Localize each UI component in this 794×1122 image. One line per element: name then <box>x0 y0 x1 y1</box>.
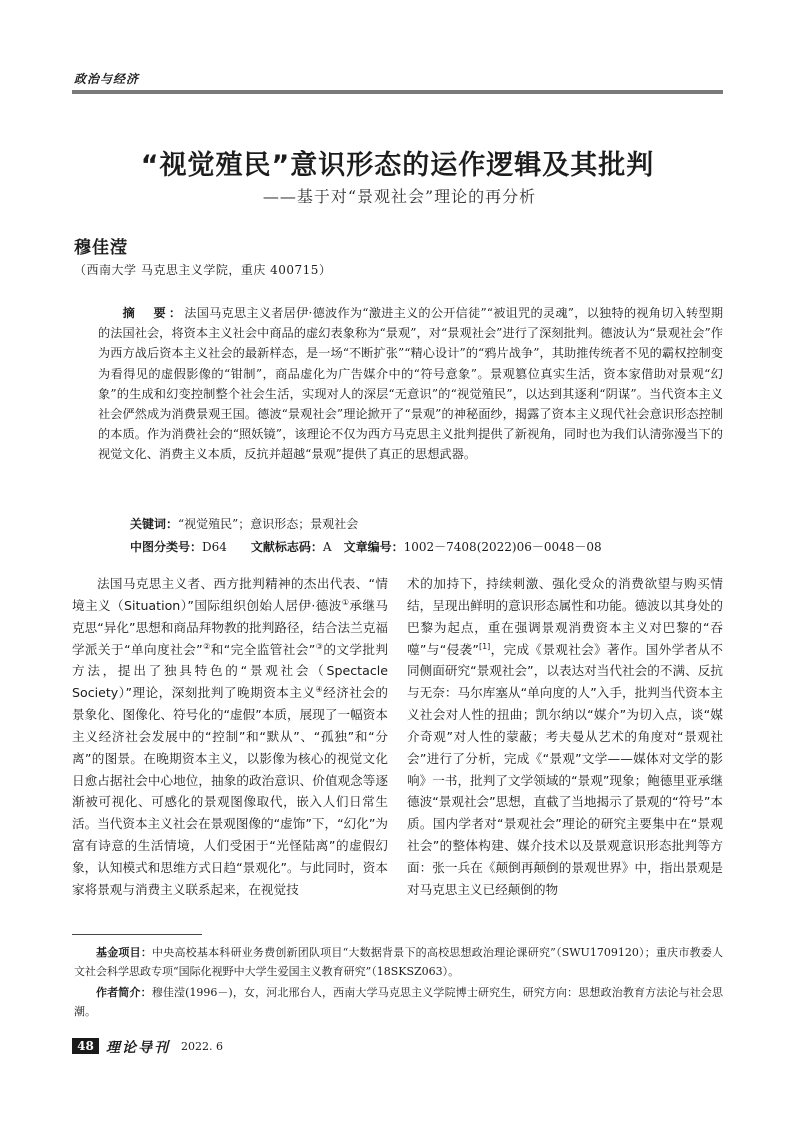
footnote-marker: ③ <box>315 641 324 651</box>
text-run: 承继马克思“异化”思想和商品拜物教的批判路径，结合法兰克福学派关于“单向度社会” <box>72 597 389 657</box>
footnote-marker: ① <box>341 597 350 607</box>
footnote-rule <box>72 934 202 935</box>
text-run: 经济社会的景象化、图像化、符号化的“虚假”本质，展现了一幅资本主义经济社会发展中的“控制”和“默从”、“孤独”和“分离”的图景。在晚期资本主义，以影像为核心的视觉文化日愈占据社会中心地位，抽象的政治意识、价值观念等逐渐被可视化、可感化的景观图像取代，嵌入人们日常生活。当代资本主义社会在景观图像的“虚饰”下，“幻化”为富有诗意的生活情境，人们受困于“光怪陆离”的虚假幻象，认知模式和思维方式日趋“景观化”。与此同时，资本家将景观与消费主义联系起来，在视觉技 <box>72 685 389 897</box>
doc-code-label: 文献标志码： <box>250 540 323 554</box>
text-run: 法国马克思主义者、西方批判精神的杰出代表、“情境主义（Situation）”国际组织创始人居伊·德波 <box>72 576 388 613</box>
article-subtitle: ——基于对“景观社会”理论的再分析 <box>262 187 537 206</box>
abstract-text: 法国马克思主义者居伊·德波作为“激进主义的公开信徒”“被诅咒的灵魂”，以独特的视角切入转型期的法国社会，将资本主义社会中商品的虚幻表象称为“景观”，对“景观社会”进行了深刻批判。德波认为“景观社会”作为西方战后资本主义社会的最新样态，是一场“不断扩张”“精心设计”的“鸦片战争”，其助推传统者不见的霸权控制变为看得见的虚假影像的“钳制”，商品虚化为广告媒介中的“符号意象”。景观篡位真实生活，资本家借助对景观“幻象”的生成和幻变控制整个社会生活，实现对人的深层“无意识”的“视觉殖民”，以达到其逐利“阴谋”。当代资本主义社会俨然成为消费景观王国。德波“景观社会”理论掀开了“景观”的神秘面纱，揭露了资本主义现代社会意识形态控制的本质。作为消费社会的“照妖镜”，该理论不仅为西方马克思主义批判提供了新视角，同时也为我们认清弥漫当下的视觉文化、消费主义本质，反抗并超越“景观”提供了真正的思想武器。 <box>98 306 724 462</box>
funding-label: 基金项目： <box>96 946 153 959</box>
author-affiliation: （西南大学 马克思主义学院，重庆 400715） <box>74 263 332 277</box>
funding-text: 中央高校基本科研业务费创新团队项目“大数据背景下的高校思想政治理论课研究”（SWU1709120）；重庆市教委人文社会科学思政专项“国际化视野中大学生爱国主义教育研究”（18SKSZ063）。 <box>74 946 723 978</box>
text-run: 的文学批判方法，提出了独具特色的“景观社会（Spectacle Society）”理论，深刻批判了晚期资本主义 <box>72 641 388 701</box>
footnotes <box>74 943 723 1023</box>
doc-code-value: A <box>322 540 332 554</box>
body-paragraph <box>407 573 723 901</box>
citation-marker: [1] <box>478 641 491 651</box>
journal-name: 理论导刊 <box>106 1040 170 1056</box>
body-column-right <box>407 573 723 901</box>
text-run: 术的加持下，持续刺激、强化受众的消费欲望与购买情结，呈现出鲜明的意识形态属性和功能。德波以其身处的巴黎为起点，重在强调景观消费资本主义对巴黎的“吞噬”与“侵袭” <box>407 576 723 657</box>
clc-label: 中图分类号： <box>130 540 203 554</box>
keywords-label: 关键词： <box>130 517 179 531</box>
abstract <box>98 303 723 465</box>
author-bio-label: 作者简介： <box>96 986 152 999</box>
header-rule <box>72 90 723 94</box>
keywords <box>130 515 358 532</box>
classification-line <box>130 538 602 555</box>
author-name: 穆佳滢 <box>74 238 128 258</box>
body-column-left <box>72 573 388 901</box>
keywords-text: “视觉殖民”；意识形态；景观社会 <box>178 517 359 531</box>
footnote-marker: ④ <box>315 685 324 695</box>
article-title: “视觉殖民”意识形态的运作逻辑及其批判 <box>140 150 655 181</box>
issue-date: 2022. 6 <box>181 1040 223 1053</box>
article-number-value: 1002－7408(2022)06－0048－08 <box>403 540 602 554</box>
body-paragraph <box>72 573 388 901</box>
text-run: ，完成《景观社会》著作。国外学者从不同侧面研究“景观社会”，以表达对当代社会的不满、反抗与无奈：马尔库塞从“单向度的人”入手，批判当代资本主义社会对人性的扭曲；凯尔纳以“媒介”为切入点，谈“媒介奇观”对人性的蒙蔽；考夫曼从艺术的角度对“景观社会”进行了分析，完成《“景观”文学——媒体对文学的影响》一书，批判了文学领域的“景观”现象；鲍德里亚承继德波“景观社会”思想，直截了当地揭示了景观的“符号”本质。国内学者对“景观社会”理论的研究主要集中在“景观社会”的整体构建、媒介技术以及景观意识形态批判等方面：张一兵在《颠倒再颠倒的景观世界》中，指出景观是对马克思主义已经颠倒的物 <box>407 641 723 897</box>
abstract-label: 摘 要： <box>122 306 185 320</box>
footnote-marker: ② <box>202 641 211 651</box>
article-number-label: 文章编号： <box>343 540 404 554</box>
text-run: 和“完全监管社会” <box>210 641 316 657</box>
funding-note <box>74 943 723 981</box>
clc-value: D64 <box>202 540 227 554</box>
section-label: 政治与经济 <box>74 72 140 86</box>
author-bio-text: 穆佳滢(1996－)，女，河北邢台人，西南大学马克思主义学院博士研究生，研究方向：思想政治教育方法论与社会思潮。 <box>74 986 724 1018</box>
author-bio-note <box>74 983 723 1021</box>
page-number: 48 <box>72 1038 99 1054</box>
